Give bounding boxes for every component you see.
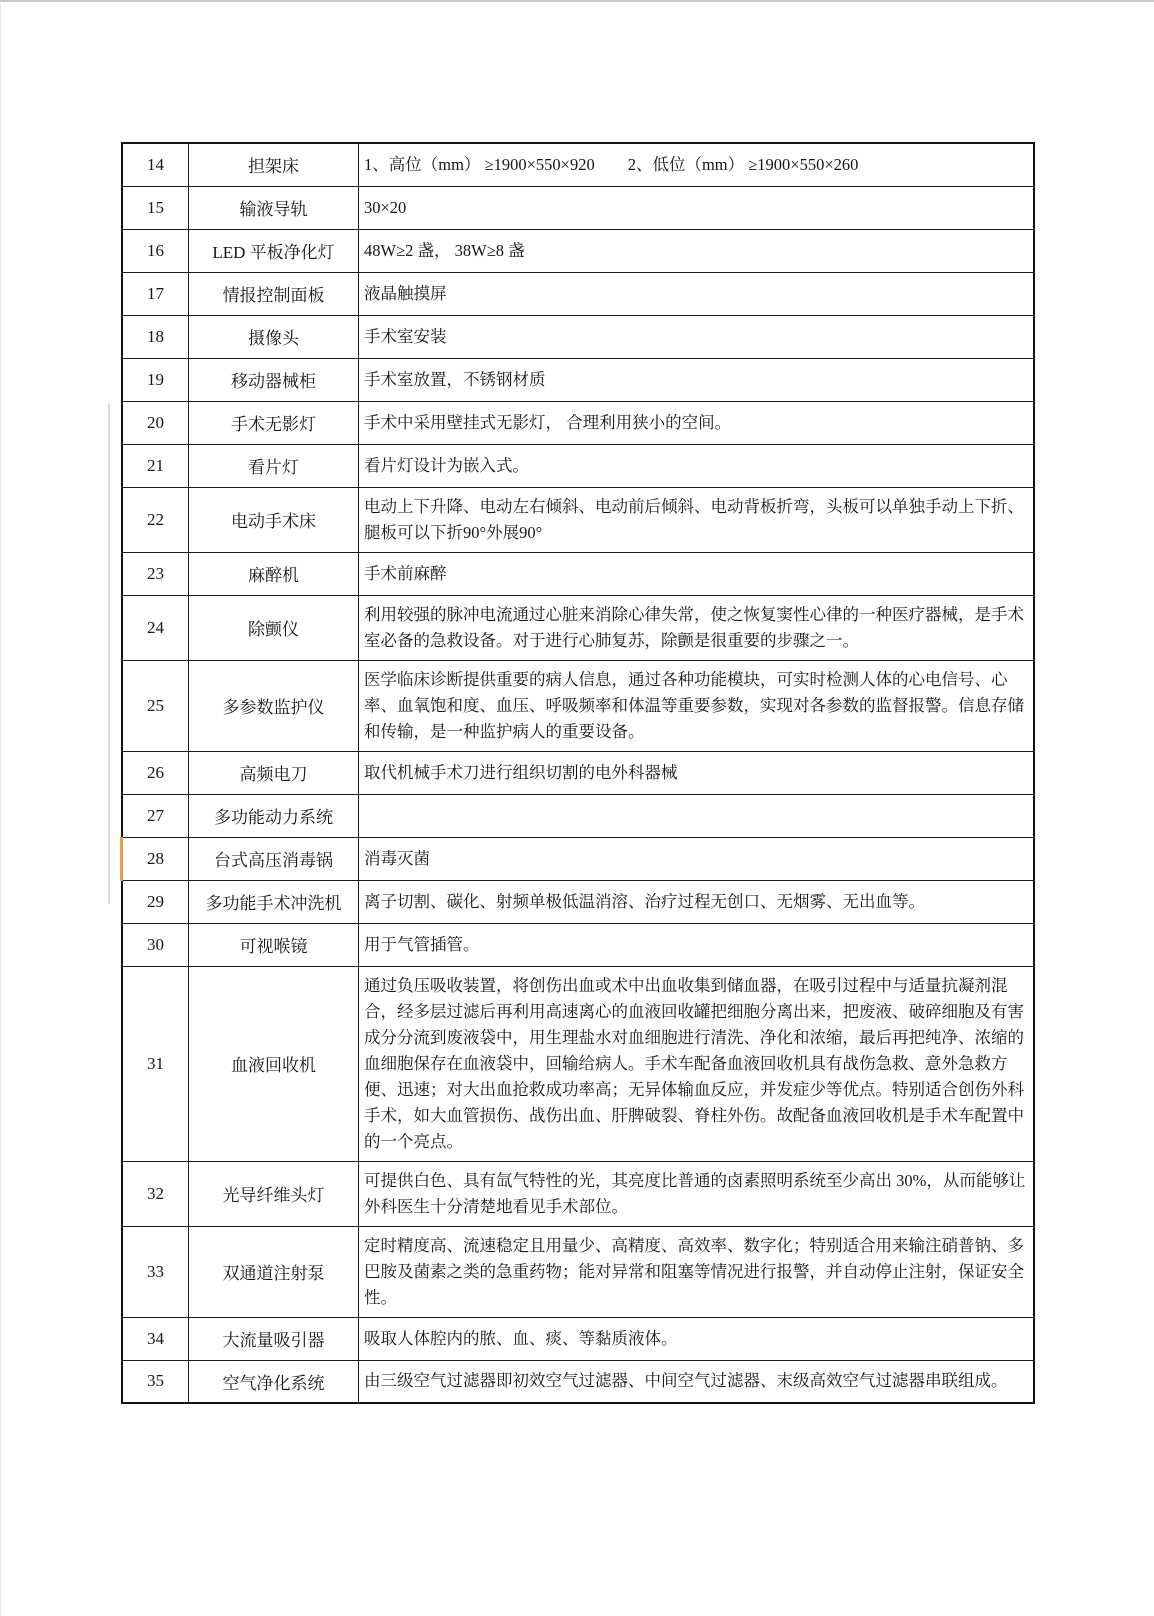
row-number-cell: 29 (122, 880, 189, 923)
equipment-name-cell: 电动手术床 (189, 487, 359, 552)
table-row (122, 315, 1034, 358)
equipment-name-cell: 移动器械柜 (189, 358, 359, 401)
table-row (122, 751, 1034, 794)
equipment-name-cell: 空气净化系统 (189, 1360, 359, 1403)
equipment-description-cell: 30×20 (359, 186, 1035, 229)
table-row (122, 1226, 1034, 1317)
equipment-name-cell: 除颤仪 (189, 595, 359, 660)
equipment-name-cell: 摄像头 (189, 315, 359, 358)
row-number-cell: 31 (122, 966, 189, 1161)
equipment-description-cell: 由三级空气过滤器即初效空气过滤器、中间空气过滤器、末级高效空气过滤器串联组成。 (359, 1360, 1035, 1403)
table-row (122, 660, 1034, 751)
row-number-cell: 30 (122, 923, 189, 966)
table-row (122, 552, 1034, 595)
page-top-edge (0, 0, 1154, 2)
row-number-cell: 15 (122, 186, 189, 229)
row-number-cell: 20 (122, 401, 189, 444)
equipment-name-cell: 担架床 (189, 143, 359, 186)
page-left-edge (0, 2, 1, 1616)
row-number-cell: 17 (122, 272, 189, 315)
orange-highlight-marker (120, 837, 123, 881)
table-row (122, 272, 1034, 315)
equipment-description-cell: 吸取人体腔内的脓、血、痰、等黏质液体。 (359, 1317, 1035, 1360)
table-row (122, 143, 1034, 186)
equipment-description-cell: 通过负压吸收装置，将创伤出血或术中出血收集到储血器，在吸引过程中与适量抗凝剂混合，经多层过滤后再利用高速离心的血液回收罐把细胞分离出来，把废液、破碎细胞及有害成分分流到废液袋中，用生理盐水对血细胞进行清洗、净化和浓缩，最后再把纯净、浓缩的血细胞保存在血液袋中，回输给病人。手术车配备血液回收机具有战伤急救、意外急救方便、迅速；对大出血抢救成功率高；无异体输血反应，并发症少等优点。特别适合创伤外科手术，如大血管损伤、战伤出血、肝脾破裂、脊柱外伤。故配备血液回收机是手术车配置中的一个亮点。 (359, 966, 1035, 1161)
equipment-description-cell: 用于气管插管。 (359, 923, 1035, 966)
row-number-cell: 25 (122, 660, 189, 751)
table-row (122, 401, 1034, 444)
equipment-description-cell: 1、高位（mm） ≥1900×550×920 2、低位（mm） ≥1900×550×260 (359, 143, 1035, 186)
equipment-name-cell: 多功能手术冲洗机 (189, 880, 359, 923)
equipment-name-cell: 情报控制面板 (189, 272, 359, 315)
table-row (122, 229, 1034, 272)
equipment-name-cell: 麻醉机 (189, 552, 359, 595)
equipment-description-cell: 手术室安装 (359, 315, 1035, 358)
table-row (122, 444, 1034, 487)
equipment-name-cell: 可视喉镜 (189, 923, 359, 966)
row-number-cell: 34 (122, 1317, 189, 1360)
table-row (122, 880, 1034, 923)
equipment-name-cell: 大流量吸引器 (189, 1317, 359, 1360)
equipment-description-cell: 消毒灭菌 (359, 837, 1035, 880)
equipment-name-cell: 手术无影灯 (189, 401, 359, 444)
equipment-name-cell: 看片灯 (189, 444, 359, 487)
equipment-name-cell: 台式高压消毒锅 (189, 837, 359, 880)
table-row (122, 837, 1034, 880)
equipment-name-cell: 多功能动力系统 (189, 794, 359, 837)
row-number-cell: 18 (122, 315, 189, 358)
equipment-name-cell: 双通道注射泵 (189, 1226, 359, 1317)
row-number-cell: 16 (122, 229, 189, 272)
equipment-name-cell: LED 平板净化灯 (189, 229, 359, 272)
table-row (122, 794, 1034, 837)
equipment-description-cell: 液晶触摸屏 (359, 272, 1035, 315)
row-number-cell: 32 (122, 1161, 189, 1226)
equipment-description-cell (359, 794, 1035, 837)
row-number-cell: 22 (122, 487, 189, 552)
equipment-description-cell: 可提供白色、具有氙气特性的光，其亮度比普通的卤素照明系统至少高出 30%，从而能够让外科医生十分清楚地看见手术部位。 (359, 1161, 1035, 1226)
equipment-description-cell: 定时精度高、流速稳定且用量少、高精度、高效率、数字化；特别适合用来输注硝普钠、多巴胺及菌素之类的急重药物；能对异常和阻塞等情况进行报警，并自动停止注射，保证安全性。 (359, 1226, 1035, 1317)
table-row (122, 487, 1034, 552)
equipment-description-cell: 取代机械手术刀进行组织切割的电外科器械 (359, 751, 1035, 794)
equipment-description-cell: 电动上下升降、电动左右倾斜、电动前后倾斜、电动背板折弯，头板可以单独手动上下折、腿板可以下折90°外展90° (359, 487, 1035, 552)
row-number-cell: 14 (122, 143, 189, 186)
equipment-description-cell: 医学临床诊断提供重要的病人信息，通过各种功能模块，可实时检测人体的心电信号、心率、血氧饱和度、血压、呼吸频率和体温等重要参数，实现对各参数的监督报警。信息存储和传输，是一种监护病人的重要设备。 (359, 660, 1035, 751)
table-row (122, 1161, 1034, 1226)
row-number-cell: 23 (122, 552, 189, 595)
row-number-cell: 28 (122, 837, 189, 880)
equipment-table (121, 142, 1035, 1404)
row-number-cell: 33 (122, 1226, 189, 1317)
row-number-cell: 19 (122, 358, 189, 401)
table-row (122, 1360, 1034, 1403)
equipment-name-cell: 血液回收机 (189, 966, 359, 1161)
equipment-name-cell: 高频电刀 (189, 751, 359, 794)
equipment-table-body (122, 143, 1034, 1403)
table-row (122, 923, 1034, 966)
table-row (122, 186, 1034, 229)
scan-artifact-line (108, 404, 110, 904)
row-number-cell: 21 (122, 444, 189, 487)
table-row (122, 966, 1034, 1161)
row-number-cell: 27 (122, 794, 189, 837)
equipment-description-cell: 看片灯设计为嵌入式。 (359, 444, 1035, 487)
row-number-cell: 35 (122, 1360, 189, 1403)
equipment-description-cell: 手术中采用壁挂式无影灯， 合理利用狭小的空间。 (359, 401, 1035, 444)
equipment-description-cell: 48W≥2 盏， 38W≥8 盏 (359, 229, 1035, 272)
table-row (122, 1317, 1034, 1360)
equipment-description-cell: 手术室放置，不锈钢材质 (359, 358, 1035, 401)
equipment-name-cell: 输液导轨 (189, 186, 359, 229)
equipment-name-cell: 光导纤维头灯 (189, 1161, 359, 1226)
table-row (122, 358, 1034, 401)
row-number-cell: 24 (122, 595, 189, 660)
equipment-name-cell: 多参数监护仪 (189, 660, 359, 751)
equipment-description-cell: 离子切割、碳化、射频单极低温消溶、治疗过程无创口、无烟雾、无出血等。 (359, 880, 1035, 923)
equipment-description-cell: 利用较强的脉冲电流通过心脏来消除心律失常，使之恢复窦性心律的一种医疗器械，是手术室必备的急救设备。对于进行心肺复苏，除颤是很重要的步骤之一。 (359, 595, 1035, 660)
row-number-cell: 26 (122, 751, 189, 794)
equipment-description-cell: 手术前麻醉 (359, 552, 1035, 595)
table-row (122, 595, 1034, 660)
